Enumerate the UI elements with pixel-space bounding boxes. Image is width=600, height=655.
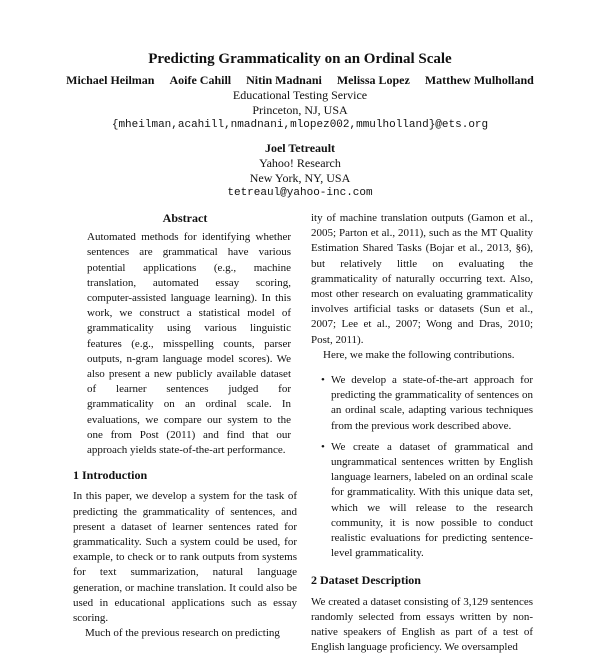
affiliation-org: Educational Testing Service: [232, 88, 368, 102]
left-column: [73, 211, 297, 641]
author-list: [0, 73, 600, 88]
author-name: Nitin Madnani: [246, 73, 322, 87]
paragraph: We created a dataset consisting of 3,129 sentences randomly selected from essays written by non-native speakers of English as part of a test of English language proficiency. We oversampled: [311, 595, 533, 654]
abstract-text: Automated methods for identifying whether sentences are grammatical have various potential applications (e.g., machine translation, automated essay scoring, computer-assisted language learning). In this work, we construct a statistical model of grammaticality using various linguistic features (e.g., misspelling counts, parser outputs, n-gram language model scores). We also present a new publicly available dataset of learner sentences judged for grammaticality on an ordinal scale. In evaluations, we compare our system to the one from Post (2011) and find that our approach yields state-of-the-art performance.: [87, 231, 291, 457]
abstract-heading: Abstract: [162, 211, 208, 225]
paragraph: ity of machine translation outputs (Gamon et al., 2005; Parton et al., 2011), such as the MT Quality Estimation Shared Tasks (Bojar et al., 2013, §6), but relatively little on evaluating the grammaticality of naturally occurring text. Also, most other research on evaluating grammaticality involves artificial tasks or datasets (Sun et al., 2007; Lee et al., 2007; Wong and Dras, 2010; Post, 2011).: [311, 212, 533, 346]
affiliation-org: Yahoo! Research: [259, 156, 341, 170]
affiliation-city: New York, NY, USA: [249, 171, 351, 185]
bullet-icon: •: [321, 374, 325, 387]
paragraph: Much of the previous research on predicting: [85, 627, 280, 640]
list-item-text: We create a dataset of grammatical and ungrammatical sentences written by English language learners, labeled on an ordinal scale for grammaticality. With this unique data set, which we will release to the research community, it is now possible to conduct realistic evaluations for predicting sentence-level grammaticality.: [331, 440, 533, 560]
bullet-icon: •: [321, 440, 325, 453]
author-name: Matthew Mulholland: [424, 73, 534, 87]
affiliation-city: Princeton, NJ, USA: [252, 103, 348, 117]
section-heading: 1 Introduction: [73, 468, 148, 483]
affiliation-email: tetreaul@yahoo-inc.com: [227, 187, 373, 199]
affiliation-1: [0, 88, 600, 133]
list-item: [311, 440, 533, 562]
author-name-2: Joel Tetreault: [264, 141, 336, 155]
author-name: Michael Heilman: [66, 73, 155, 87]
right-column: [311, 211, 533, 655]
paragraph: In this paper, we develop a system for the task of predicting the grammaticality of sentences, and present a dataset of learner sentences rated for grammaticality. Such a system could be used, for example, to check or to rank outputs from systems for text summarization, natural language generation, or machine translation. It could also be used in educational applications such as essay scoring.: [73, 490, 297, 625]
author-name: Melissa Lopez: [336, 73, 410, 87]
list-item-text: We develop a state-of-the-art approach for predicting the grammaticality of sentences on an ordinal scale, adapting various techniques from the previous work described above.: [331, 374, 533, 432]
section-heading: 2 Dataset Description: [311, 573, 421, 588]
list-item: [311, 373, 533, 434]
contribution-list: [311, 373, 533, 561]
affiliation-2: [0, 141, 600, 201]
author-name: Aoife Cahill: [169, 73, 232, 87]
paragraph: Here, we make the following contributions.: [323, 348, 515, 361]
affiliation-email: {mheilman,acahill,nmadnani,mlopez002,mmulholland}@ets.org: [111, 119, 489, 131]
paper-title: Predicting Grammaticality on an Ordinal Scale: [148, 51, 452, 67]
